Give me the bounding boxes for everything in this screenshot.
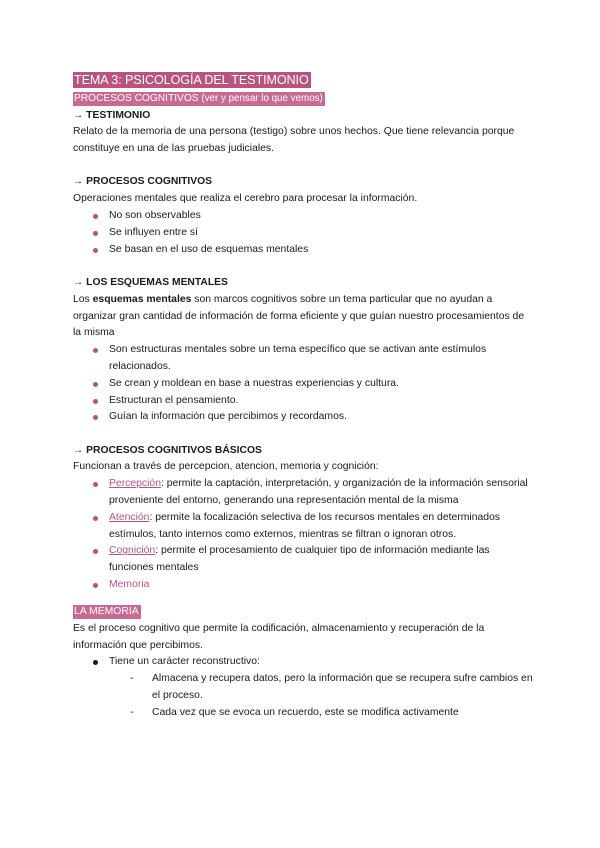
list-item-percepcion: Percepción: permite la captación, interpretación, y organización de la información sensorial proveniente del entorno, generando una representación mental de la misma <box>109 476 533 510</box>
dash-list-memoria <box>73 671 533 721</box>
dash-item: - Cada vez que se evoca un recuerdo, este se modifica activamente <box>152 705 533 722</box>
paragraph-memoria: Es el proceso cognitivo que permite la codificación, almacenamiento y recuperación de la información que percibimos. <box>73 622 485 651</box>
list-item: Se basan en el uso de esquemas mentales <box>109 242 533 259</box>
term-link[interactable]: Percepción <box>109 478 161 490</box>
section-tag-memoria: LA MEMORIA <box>74 605 139 617</box>
list-item-atencion: Atención: permite la focalización selectiva de los recursos mentales en determinados estímulos, tanto internos como externos, mientras se filtran o ignoran otros. <box>109 510 533 544</box>
list-item: Se influyen entre sí <box>109 225 533 242</box>
list-item-memoria: Memoria <box>109 577 533 594</box>
paragraph-procesos-basicos: Funcionan a través de percepcion, atencion, memoria y cognición: <box>73 461 379 473</box>
document-page <box>73 72 533 722</box>
paragraph-procesos-cognitivos: Operaciones mentales que realiza el cerebro para procesar la información. <box>73 193 418 205</box>
list-procesos-cognitivos <box>73 208 533 258</box>
page-title: TEMA 3: PSICOLOGÍA DEL TESTIMONIO <box>74 73 309 87</box>
paragraph-esquemas-mentales: Los esquemas mentales son marcos cognitivos sobre un tema particular que no ayudan a organizar gran cantidad de información de forma eficiente y que guían nuestro procesamientos de la misma <box>73 293 525 339</box>
page-subtitle <box>73 92 325 106</box>
term-link[interactable]: Atención <box>109 511 150 523</box>
paragraph-testimonio: Relato de la memoria de una persona (testigo) sobre unos hechos. Que tiene relevancia porque constituye en una de las pruebas judiciales. <box>73 126 515 155</box>
list-item-cognicion: Cognición: permite el procesamiento de cualquier tipo de información mediante las funciones mentales <box>109 543 533 577</box>
list-item: No son observables <box>109 208 533 225</box>
list-item: Son estructuras mentales sobre un tema específico que se activan ante estímulos relacionados. <box>109 342 533 376</box>
arrow-icon: → <box>73 276 84 288</box>
heading-procesos-basicos: → PROCESOS COGNITIVOS BÁSICOS <box>73 444 262 456</box>
arrow-icon: → <box>73 444 84 456</box>
dash-item: - Almacena y recupera datos, pero la información que se recupera sufre cambios en el proceso. <box>152 671 533 705</box>
list-procesos-basicos <box>73 476 533 594</box>
subtitle-main: PROCESOS COGNITIVOS <box>74 92 202 104</box>
heading-procesos-cognitivos: → PROCESOS COGNITIVOS <box>73 176 213 188</box>
list-item: Se crean y moldean en base a nuestras experiencias y cultura. <box>109 376 533 393</box>
subtitle-paren: (ver y pensar lo que vemos) <box>201 92 323 104</box>
heading-testimonio: → TESTIMONIO <box>73 109 151 121</box>
arrow-icon: → <box>73 176 84 188</box>
arrow-icon: → <box>73 109 84 121</box>
list-item: Guían la información que percibimos y recordamos. <box>109 409 533 426</box>
list-esquemas-mentales <box>73 342 533 426</box>
term-link[interactable]: Cognición <box>109 545 156 557</box>
heading-esquemas-mentales: → LOS ESQUEMAS MENTALES <box>73 276 228 288</box>
list-item: Estructuran el pensamiento. <box>109 393 533 410</box>
list-item: Tiene un carácter reconstructivo: <box>109 654 533 671</box>
list-memoria <box>73 654 533 671</box>
